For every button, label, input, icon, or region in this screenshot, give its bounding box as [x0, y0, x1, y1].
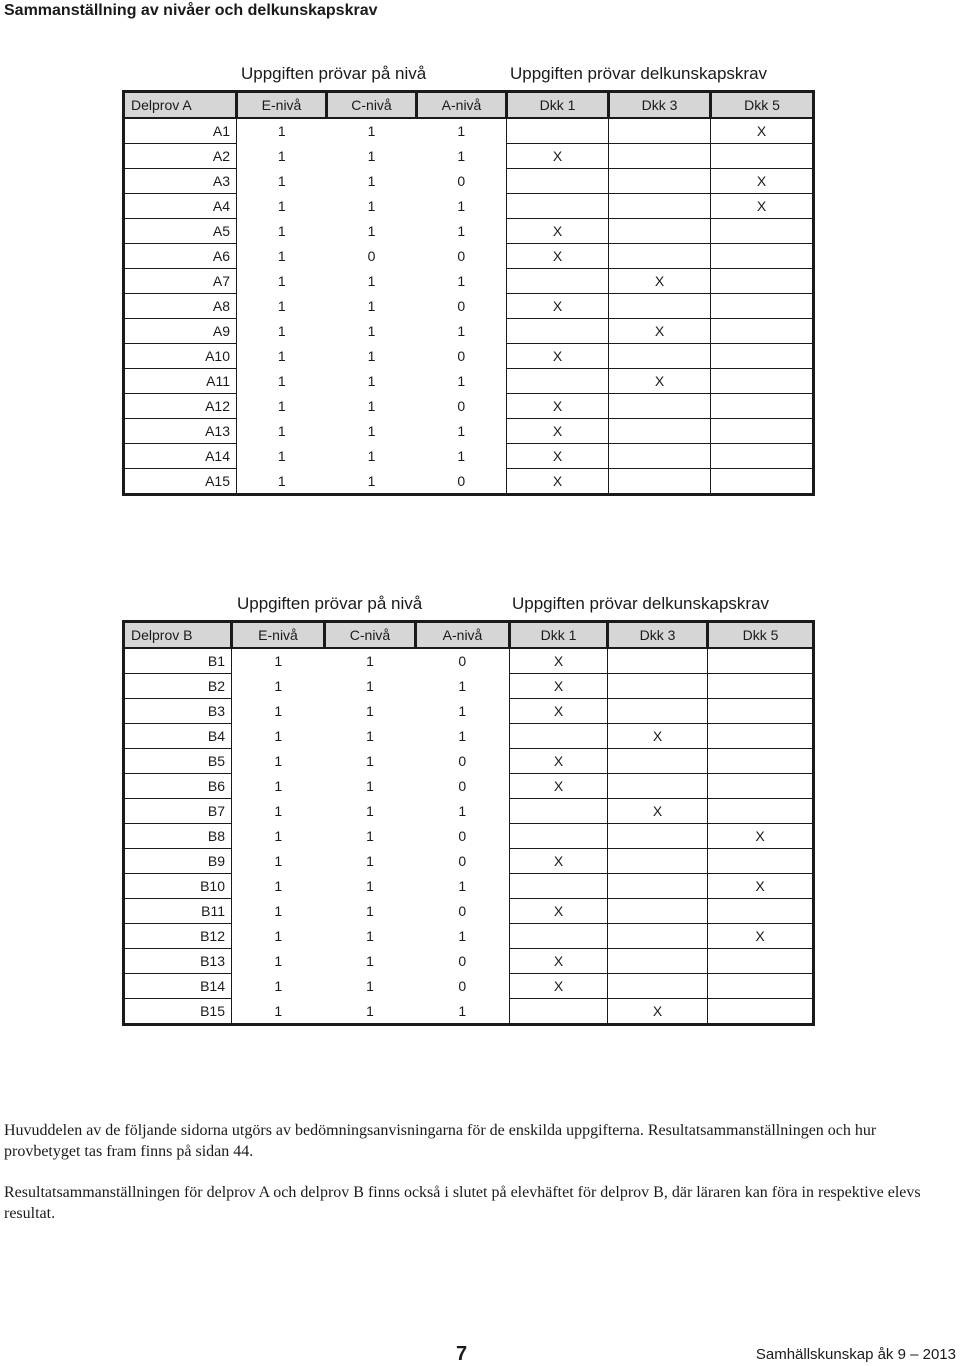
table-row: [124, 118, 814, 144]
dkk-mark-cell: [510, 799, 608, 824]
results-table-delprov-a: [122, 90, 815, 496]
dkk-mark-cell: [711, 244, 814, 269]
dkk-mark-cell: [708, 724, 814, 749]
level-value-cell: 1: [237, 244, 327, 269]
dkk-mark-cell: [711, 444, 814, 469]
task-label: B1: [124, 648, 232, 674]
dkk-mark-cell: [609, 169, 711, 194]
table-row: [124, 219, 814, 244]
level-value-cell: 0: [416, 749, 510, 774]
level-value-cell: 1: [232, 924, 325, 949]
dkk-mark-cell: [608, 699, 708, 724]
dkk-mark-cell: [507, 269, 609, 294]
dkk-mark-cell: [608, 749, 708, 774]
table-row: [124, 444, 814, 469]
dkk-mark-cell: [609, 194, 711, 219]
dkk-mark-cell: [711, 419, 814, 444]
level-value-cell: 1: [367, 323, 376, 339]
table-row: [124, 294, 814, 319]
dkk-mark-cell: [608, 949, 708, 974]
info-paragraph-1: Huvuddelen av de följande sidorna utgörs av bedömningsanvisningarna för de enskilda uppgifterna. Resultatsammanställningen och hur provbetyget tas fram finns på sidan 44.: [4, 1122, 877, 1160]
column-header: A-nivå: [416, 622, 510, 649]
table-row: [124, 949, 814, 974]
page-number: 7: [456, 1343, 468, 1365]
dkk-mark-cell: [507, 319, 609, 344]
level-value-cell: 0: [417, 294, 507, 319]
dkk-mark-cell: [708, 699, 814, 724]
dkk-mark-cell: X: [609, 269, 711, 294]
level-value-cell: 0: [416, 849, 510, 874]
level-value-cell: 0: [417, 169, 507, 194]
task-label: B9: [124, 849, 232, 874]
dkk-mark-cell: X: [510, 774, 608, 799]
footer-subject: Samhällskunskap åk 9 – 2013: [755, 1346, 956, 1363]
level-value-cell: 0: [417, 344, 507, 369]
dkk-mark-cell: [711, 269, 814, 294]
dkk-mark-cell: [608, 899, 708, 924]
dkk-mark-cell: [609, 294, 711, 319]
dkk-mark-cell: X: [507, 419, 609, 444]
table-header-row: [124, 622, 814, 649]
dkk-mark-cell: [608, 674, 708, 699]
level-value-cell: 1: [232, 949, 325, 974]
table-row: [124, 824, 814, 849]
level-value-cell: 1: [417, 369, 507, 394]
dkk-mark-cell: [609, 469, 711, 495]
dkk-mark-cell: X: [507, 219, 609, 244]
page-title: Sammanställning av nivåer och delkunskapskrav: [4, 2, 378, 19]
dkk-mark-cell: X: [510, 899, 608, 924]
dkk-mark-cell: [711, 144, 814, 169]
level-value-cell: 1: [417, 144, 507, 169]
table-row: [124, 144, 814, 169]
level-value-cell: 1: [367, 448, 376, 464]
task-label: A14: [124, 444, 237, 469]
dkk-mark-cell: [608, 774, 708, 799]
level-value-cell: 1: [416, 799, 510, 824]
table-row: [124, 724, 814, 749]
task-label: A5: [124, 219, 237, 244]
dkk-mark-cell: X: [507, 244, 609, 269]
level-value-cell: 0: [416, 974, 510, 999]
level-value-cell: 0: [416, 774, 510, 799]
level-value-cell: 1: [232, 799, 325, 824]
table-row: [124, 899, 814, 924]
level-value-cell: 1: [237, 118, 327, 144]
task-label: A10: [124, 344, 237, 369]
dkk-mark-cell: [708, 849, 814, 874]
dkk-mark-cell: [510, 874, 608, 899]
table-row: [124, 169, 814, 194]
table-row: [124, 469, 814, 495]
level-value-cell: 1: [366, 728, 374, 744]
task-label: A12: [124, 394, 237, 419]
level-value-cell: 1: [417, 444, 507, 469]
task-label: A8: [124, 294, 237, 319]
table-row: [124, 849, 814, 874]
level-value-cell: 1: [366, 903, 374, 919]
table-row: [124, 394, 814, 419]
dkk-mark-cell: [711, 344, 814, 369]
task-label: A15: [124, 469, 237, 495]
level-value-cell: 1: [232, 974, 325, 999]
level-value-cell: 0: [416, 824, 510, 849]
dkk-mark-cell: [510, 924, 608, 949]
task-label: A9: [124, 319, 237, 344]
level-value-cell: 1: [417, 118, 507, 144]
level-value-cell: 1: [367, 348, 376, 364]
column-header: Dkk 5: [708, 622, 814, 649]
task-label: A3: [124, 169, 237, 194]
level-value-cell: 1: [232, 874, 325, 899]
level-value-cell: 1: [366, 703, 374, 719]
dkk-mark-cell: X: [510, 648, 608, 674]
dkk-mark-cell: [711, 319, 814, 344]
level-value-cell: 1: [366, 953, 374, 969]
level-value-cell: 0: [417, 394, 507, 419]
level-value-cell: 1: [366, 753, 374, 769]
dkk-mark-cell: [708, 749, 814, 774]
dkk-mark-cell: X: [510, 849, 608, 874]
level-value-cell: 1: [366, 778, 374, 794]
dkk-mark-cell: [708, 974, 814, 999]
dkk-mark-cell: [609, 244, 711, 269]
dkk-mark-cell: X: [708, 824, 814, 849]
level-value-cell: 0: [416, 949, 510, 974]
task-label: A1: [124, 118, 237, 144]
dkk-mark-cell: [609, 144, 711, 169]
task-label: B8: [124, 824, 232, 849]
table-row: [124, 699, 814, 724]
level-value-cell: 1: [367, 198, 376, 214]
table-row: [124, 874, 814, 899]
dkk-mark-cell: [708, 899, 814, 924]
results-table-delprov-b: [122, 620, 815, 1026]
table-row: [124, 974, 814, 999]
column-header: C-nivå: [327, 92, 417, 119]
task-label: B14: [124, 974, 232, 999]
level-value-cell: 1: [232, 724, 325, 749]
column-header: Delprov B: [124, 622, 232, 649]
task-label: A6: [124, 244, 237, 269]
dkk-mark-cell: [609, 118, 711, 144]
dkk-mark-cell: [711, 469, 814, 495]
column-header: C-nivå: [325, 622, 416, 649]
column-header: E-nivå: [237, 92, 327, 119]
level-value-cell: 1: [237, 144, 327, 169]
level-value-cell: 1: [232, 899, 325, 924]
task-label: A2: [124, 144, 237, 169]
table-row: [124, 194, 814, 219]
level-value-cell: 1: [416, 674, 510, 699]
dkk-mark-cell: [711, 219, 814, 244]
dkk-mark-cell: X: [507, 344, 609, 369]
column-header: Dkk 1: [510, 622, 608, 649]
dkk-mark-cell: [609, 444, 711, 469]
level-value-cell: 1: [232, 849, 325, 874]
dkk-mark-cell: [507, 169, 609, 194]
dkk-mark-cell: [507, 194, 609, 219]
dkk-mark-cell: X: [609, 369, 711, 394]
task-label: B11: [124, 899, 232, 924]
task-label: A13: [124, 419, 237, 444]
task-label: B13: [124, 949, 232, 974]
column-header: E-nivå: [232, 622, 325, 649]
table-row: [124, 999, 814, 1025]
level-value-cell: 0: [416, 899, 510, 924]
level-value-cell: 1: [366, 678, 374, 694]
table-row: [124, 419, 814, 444]
task-label: B4: [124, 724, 232, 749]
level-value-cell: 1: [237, 294, 327, 319]
task-label: B15: [124, 999, 232, 1025]
level-value-cell: 1: [367, 398, 376, 414]
level-value-cell: 1: [367, 148, 376, 164]
dkk-mark-cell: X: [708, 874, 814, 899]
level-value-cell: 1: [366, 853, 374, 869]
level-value-cell: 1: [417, 419, 507, 444]
dkk-mark-cell: [609, 394, 711, 419]
level-value-cell: 1: [237, 194, 327, 219]
dkk-mark-cell: [711, 369, 814, 394]
dkk-mark-cell: [711, 294, 814, 319]
level-value-cell: 1: [416, 699, 510, 724]
task-label: B3: [124, 699, 232, 724]
column-header: Delprov A: [124, 92, 237, 119]
task-label: A4: [124, 194, 237, 219]
table-section-delprov-a: [122, 60, 812, 496]
level-value-cell: 1: [327, 469, 417, 495]
task-label: B7: [124, 799, 232, 824]
dkk-mark-cell: X: [608, 999, 708, 1025]
dkk-mark-cell: [507, 118, 609, 144]
level-value-cell: 1: [232, 648, 325, 674]
dkk-mark-cell: [711, 394, 814, 419]
table-row: [124, 319, 814, 344]
level-value-cell: 1: [232, 674, 325, 699]
dkk-mark-cell: [708, 799, 814, 824]
level-value-cell: 1: [237, 319, 327, 344]
task-label: A11: [124, 369, 237, 394]
level-value-cell: 1: [367, 298, 376, 314]
dkk-mark-cell: [608, 849, 708, 874]
level-value-cell: 1: [416, 999, 510, 1025]
dkk-mark-cell: [510, 999, 608, 1025]
dkk-mark-cell: X: [510, 949, 608, 974]
level-value-cell: 1: [232, 774, 325, 799]
table-row: [124, 344, 814, 369]
level-value-cell: 1: [416, 924, 510, 949]
level-value-cell: 1: [366, 878, 374, 894]
dkk-mark-cell: X: [507, 444, 609, 469]
column-header: A-nivå: [417, 92, 507, 119]
level-value-cell: 1: [237, 344, 327, 369]
level-value-cell: 1: [237, 444, 327, 469]
level-value-cell: 1: [367, 173, 376, 189]
dkk-mark-cell: X: [507, 144, 609, 169]
dkk-mark-cell: [510, 724, 608, 749]
task-label: B2: [124, 674, 232, 699]
dkk-mark-cell: [608, 974, 708, 999]
table-header-row: [124, 92, 814, 119]
level-value-cell: 1: [367, 373, 376, 389]
level-value-cell: 1: [417, 194, 507, 219]
dkk-mark-cell: X: [510, 699, 608, 724]
dkk-mark-cell: [609, 344, 711, 369]
level-value-cell: 1: [325, 999, 416, 1025]
dkk-mark-cell: X: [510, 749, 608, 774]
level-value-cell: 1: [366, 653, 374, 670]
dkk-mark-cell: [609, 419, 711, 444]
level-value-cell: 0: [416, 648, 510, 674]
level-value-cell: 1: [237, 469, 327, 495]
dkk-mark-cell: [609, 219, 711, 244]
info-paragraph-2: Resultatsammanställningen för delprov A och delprov B finns också i slutet på elevhäftet för delprov B, där läraren kan föra in respektive elevs resultat.: [4, 1184, 921, 1222]
dkk-mark-cell: X: [507, 394, 609, 419]
level-value-cell: 0: [367, 248, 376, 264]
level-value-cell: 0: [417, 244, 507, 269]
level-value-cell: 1: [232, 699, 325, 724]
caption-level: Uppgiften prövar på nivå: [241, 64, 427, 83]
dkk-mark-cell: X: [711, 169, 814, 194]
caption-dkk: Uppgiften prövar delkunskapskrav: [512, 594, 770, 613]
dkk-mark-cell: X: [609, 319, 711, 344]
dkk-mark-cell: X: [711, 194, 814, 219]
level-value-cell: 1: [367, 123, 376, 140]
level-value-cell: 1: [237, 219, 327, 244]
dkk-mark-cell: [608, 824, 708, 849]
table-row: [124, 674, 814, 699]
level-value-cell: 1: [416, 874, 510, 899]
level-value-cell: 1: [367, 223, 376, 239]
dkk-mark-cell: [608, 924, 708, 949]
caption-dkk: Uppgiften prövar delkunskapskrav: [510, 64, 768, 83]
dkk-mark-cell: [708, 949, 814, 974]
table-row: [124, 924, 814, 949]
task-label: B12: [124, 924, 232, 949]
level-value-cell: 1: [367, 423, 376, 439]
level-value-cell: 1: [367, 273, 376, 289]
dkk-mark-cell: X: [708, 924, 814, 949]
table-row: [124, 269, 814, 294]
dkk-mark-cell: X: [608, 724, 708, 749]
task-label: B5: [124, 749, 232, 774]
dkk-mark-cell: [608, 648, 708, 674]
level-value-cell: 0: [417, 469, 507, 495]
level-value-cell: 1: [417, 319, 507, 344]
table-row: [124, 244, 814, 269]
level-value-cell: 1: [366, 978, 374, 994]
level-value-cell: 1: [232, 824, 325, 849]
table-row: [124, 369, 814, 394]
dkk-mark-cell: [708, 674, 814, 699]
level-value-cell: 1: [237, 394, 327, 419]
task-label: B10: [124, 874, 232, 899]
level-value-cell: 1: [417, 269, 507, 294]
column-header: Dkk 1: [507, 92, 609, 119]
task-label: A7: [124, 269, 237, 294]
table-section-delprov-b: [122, 590, 812, 1026]
table-row: [124, 799, 814, 824]
level-value-cell: 1: [366, 928, 374, 944]
level-value-cell: 1: [237, 169, 327, 194]
dkk-mark-cell: X: [510, 674, 608, 699]
task-label: B6: [124, 774, 232, 799]
level-value-cell: 1: [237, 419, 327, 444]
level-value-cell: 1: [237, 269, 327, 294]
dkk-mark-cell: [507, 369, 609, 394]
dkk-mark-cell: [708, 999, 814, 1025]
column-header: Dkk 5: [711, 92, 814, 119]
dkk-mark-cell: X: [608, 799, 708, 824]
dkk-mark-cell: X: [711, 118, 814, 144]
dkk-mark-cell: [708, 774, 814, 799]
table-row: [124, 648, 814, 674]
level-value-cell: 1: [366, 803, 374, 819]
dkk-mark-cell: [510, 824, 608, 849]
level-value-cell: 1: [417, 219, 507, 244]
dkk-mark-cell: X: [507, 469, 609, 495]
caption-level: Uppgiften prövar på nivå: [237, 594, 423, 613]
table-row: [124, 749, 814, 774]
dkk-mark-cell: X: [510, 974, 608, 999]
dkk-mark-cell: X: [507, 294, 609, 319]
level-value-cell: 1: [237, 369, 327, 394]
table-row: [124, 774, 814, 799]
level-value-cell: 1: [232, 999, 325, 1025]
dkk-mark-cell: [608, 874, 708, 899]
dkk-mark-cell: [708, 648, 814, 674]
level-value-cell: 1: [232, 749, 325, 774]
level-value-cell: 1: [416, 724, 510, 749]
level-value-cell: 1: [366, 828, 374, 844]
column-header: Dkk 3: [609, 92, 711, 119]
column-header: Dkk 3: [608, 622, 708, 649]
